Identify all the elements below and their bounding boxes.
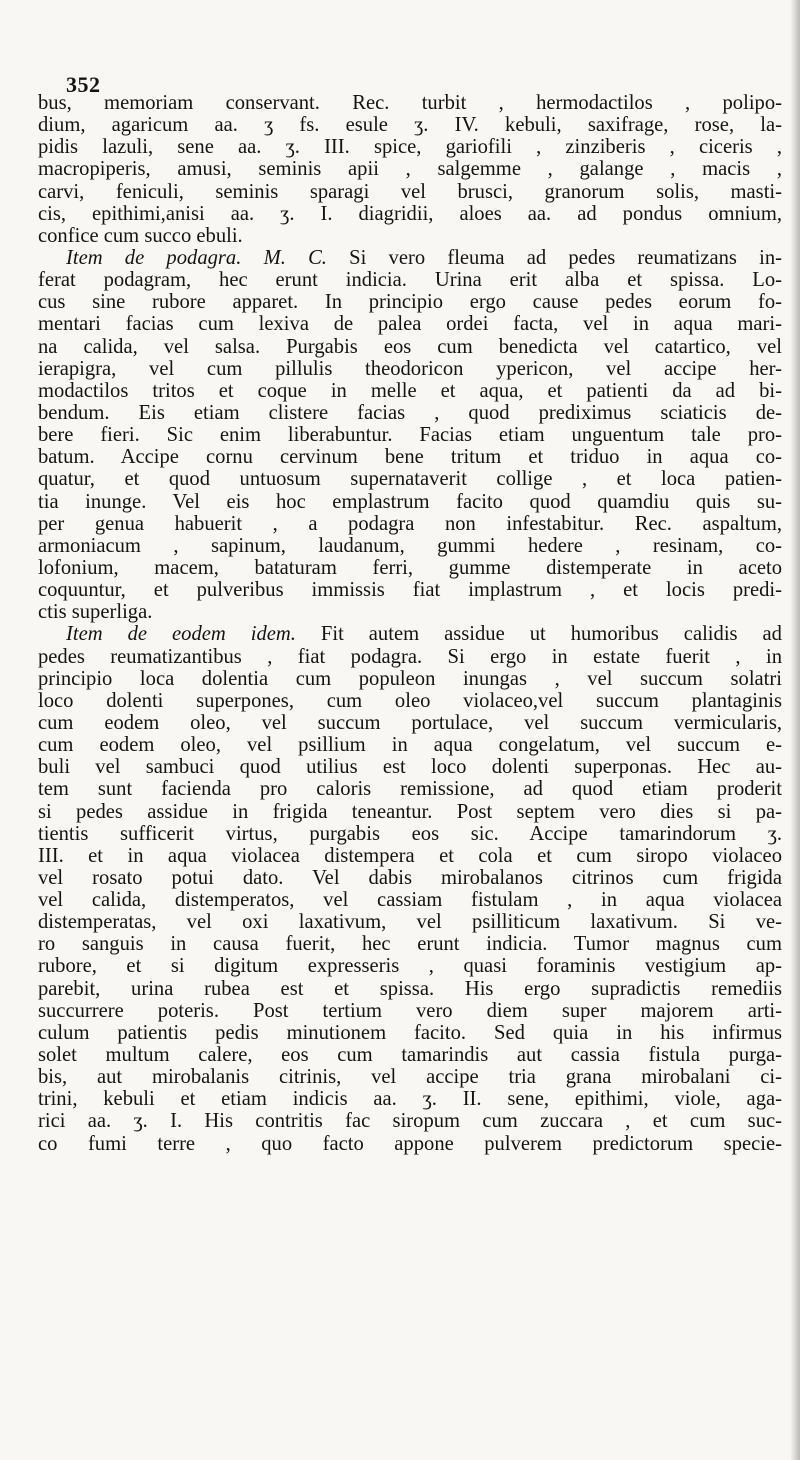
text-line	[38, 557, 782, 579]
body-text	[38, 92, 782, 1155]
text-line	[38, 823, 782, 845]
text-line	[38, 801, 782, 823]
text-line	[38, 181, 782, 203]
text-line	[38, 1000, 782, 1022]
line-text: pedes reumatizantibus , fiat podagra. Si ergo in estate fuerit , in	[38, 645, 782, 668]
line-text: culum patientis pedis minutionem facito. Sed quia in his infirmus	[38, 1021, 782, 1044]
text-line	[38, 1022, 782, 1044]
line-text: vel calida, distemperatos, vel cassiam fistulam , in aqua violacea	[38, 889, 782, 912]
line-text: buli vel sambuci quod utilius est loco dolenti superponas. Hec au-	[38, 756, 782, 779]
line-text: quatur, et quod untuosum supernataverit collige , et loca patien-	[38, 468, 782, 491]
text-line	[38, 203, 782, 225]
text-line	[38, 446, 782, 468]
text-line	[38, 313, 782, 335]
text-line	[38, 358, 782, 380]
text-line	[38, 535, 782, 557]
line-text: succurrere poteris. Post tertium vero diem super majorem arti-	[38, 999, 782, 1022]
text-line	[38, 468, 782, 490]
line-text: pidis lazuli, sene aa. ʒ. III. spice, gariofili , zinziberis , ciceris ,	[38, 136, 782, 159]
text-line	[38, 1044, 782, 1066]
line-text: III. et in aqua violacea distempera et cola et cum siropo violaceo	[38, 844, 782, 867]
line-text: ferat podagram, hec erunt indicia. Urina erit alba et spissa. Lo-	[38, 269, 782, 292]
line-text: rici aa. ʒ. I. His contritis fac siropum cum zuccara , et cum suc-	[38, 1110, 782, 1133]
page-number: 352	[66, 72, 101, 97]
text-line	[38, 955, 782, 977]
section-heading: Item de podagra. M. C.	[66, 246, 327, 269]
line-text: confice cum succo ebuli.	[38, 224, 243, 247]
line-text: bendum. Eis etiam clistere facias , quod prediximus sciaticis de-	[38, 401, 782, 424]
line-text: tia inunge. Vel eis hoc emplastrum facito quod quamdiu quis su-	[38, 490, 782, 513]
line-text: cis, epithimi,anisi aa. ʒ. I. diagridii, aloes aa. ad pondus omnium,	[38, 202, 782, 225]
text-line	[38, 491, 782, 513]
line-text: distemperatas, vel oxi laxativum, vel psilliticum laxativum. Si ve-	[38, 911, 782, 934]
line-text: Fit autem assidue ut humoribus calidis ad	[295, 623, 782, 646]
line-text: trini, kebuli et etiam indicis aa. ʒ. II. sene, epithimi, viole, aga-	[38, 1088, 782, 1111]
page-edge-shadow	[790, 0, 800, 1460]
line-text: bus, memoriam conservant. Rec. turbit , hermodactilos , polipo-	[38, 92, 782, 114]
text-line	[38, 225, 782, 247]
section-heading: Item de eodem idem.	[66, 623, 296, 646]
line-text: co fumi terre , quo facto appone pulverem predictorum specie-	[38, 1132, 782, 1155]
text-line	[38, 424, 782, 446]
line-text: ierapigra, vel cum pillulis theodoricon ypericon, vel accipe her-	[38, 357, 782, 380]
line-text: batum. Accipe cornu cervinum bene tritum et triduo in aqua co-	[38, 446, 782, 469]
text-line	[38, 1066, 782, 1088]
line-text: cus sine rubore apparet. In principio ergo cause pedes eorum fo-	[38, 291, 782, 314]
line-text: armoniacum , sapinum, laudanum, gummi hedere , resinam, co-	[38, 534, 782, 557]
text-line	[38, 579, 782, 601]
line-text: vel rosato potui dato. Vel dabis mirobalanos citrinos cum frigida	[38, 866, 782, 889]
text-line	[38, 690, 782, 712]
text-line	[38, 756, 782, 778]
text-line	[38, 269, 782, 291]
text-line	[38, 646, 782, 668]
line-text: principio loca dolentia cum populeon inungas , vel succum solatri	[38, 667, 782, 690]
text-line	[38, 889, 782, 911]
line-text: cum eodem oleo, vel succum portulace, vel succum vermicularis,	[38, 711, 782, 734]
line-text: mentari facias cum lexiva de palea ordei facta, vel in aqua mari-	[38, 313, 782, 336]
text-line	[38, 291, 782, 313]
text-line	[38, 601, 782, 623]
text-line	[38, 778, 782, 800]
line-text: cum eodem oleo, vel psillium in aqua congelatum, vel succum e-	[38, 734, 782, 757]
text-line	[38, 136, 782, 158]
line-text: modactilos tritos et coque in melle et aqua, et patienti da ad bi-	[38, 379, 782, 402]
text-line	[38, 845, 782, 867]
text-line	[38, 867, 782, 889]
line-text: per genua habuerit , a podagra non infestabitur. Rec. aspaltum,	[38, 512, 782, 535]
line-text: carvi, feniculi, seminis sparagi vel brusci, granorum solis, masti-	[38, 180, 782, 203]
line-text: na calida, vel salsa. Purgabis eos cum benedicta vel catartico, vel	[38, 335, 782, 358]
text-line	[38, 513, 782, 535]
text-line	[38, 623, 782, 645]
text-line	[38, 380, 782, 402]
text-line	[38, 734, 782, 756]
line-text: dium, agaricum aa. ʒ fs. esule ʒ. IV. kebuli, saxifrage, rose, la-	[38, 114, 782, 137]
line-text: solet multum calere, eos cum tamarindis aut cassia fistula purga-	[38, 1044, 782, 1067]
text-line	[38, 247, 782, 269]
text-line	[38, 1110, 782, 1132]
text-line	[38, 668, 782, 690]
text-line	[38, 933, 782, 955]
line-text: parebit, urina rubea est et spissa. His ergo supradictis remediis	[38, 977, 782, 1000]
line-text: ctis superliga.	[38, 601, 153, 624]
line-text: ro sanguis in causa fuerit, hec erunt indicia. Tumor magnus cum	[38, 933, 782, 956]
text-line	[38, 712, 782, 734]
line-text: bere fieri. Sic enim liberabuntur. Facias etiam unguentum tale pro-	[38, 424, 782, 447]
text-line	[38, 158, 782, 180]
line-text: si pedes assidue in frigida teneantur. Post septem vero dies si pa-	[38, 800, 782, 823]
line-text: macropiperis, amusi, seminis apii , salgemme , galange , macis ,	[38, 158, 782, 181]
text-line	[38, 911, 782, 933]
line-text: coquuntur, et pulveribus immissis fiat implastrum , et locis predi-	[38, 579, 782, 602]
line-text: Si vero fleuma ad pedes reumatizans in-	[326, 246, 782, 269]
text-line	[38, 978, 782, 1000]
text-line	[38, 336, 782, 358]
line-text: tem sunt facienda pro caloris remissione, ad quod etiam proderit	[38, 778, 782, 801]
text-line	[38, 92, 782, 114]
text-line	[38, 402, 782, 424]
text-line	[38, 1133, 782, 1155]
line-text: lofonium, macem, bataturam ferri, gumme distemperate in aceto	[38, 556, 782, 579]
text-line	[38, 114, 782, 136]
line-text: loco dolenti superpones, cum oleo violaceo,vel succum plantaginis	[38, 689, 782, 712]
line-text: bis, aut mirobalanis citrinis, vel accipe tria grana mirobalani ci-	[38, 1066, 782, 1089]
line-text: tientis sufficerit virtus, purgabis eos sic. Accipe tamarindorum ʒ.	[38, 822, 782, 845]
line-text: rubore, et si digitum expresseris , quasi foraminis vestigium ap-	[38, 955, 782, 978]
text-line	[38, 1088, 782, 1110]
